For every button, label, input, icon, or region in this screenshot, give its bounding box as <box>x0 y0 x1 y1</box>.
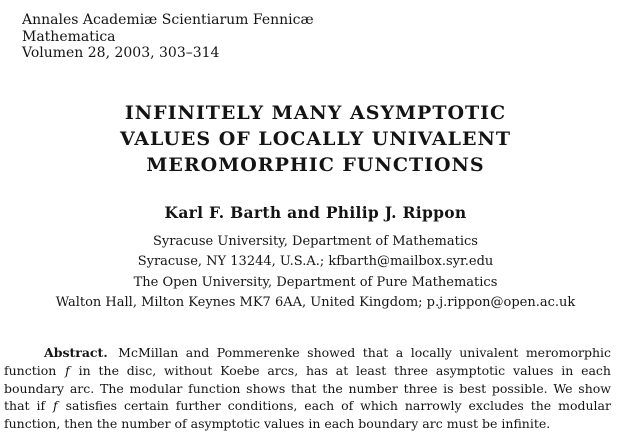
journal-header <box>22 12 314 62</box>
affiliation-open-university-dept: The Open University, Department of Pure Mathematics <box>133 274 498 290</box>
abstract-text-segment-3: satisfies certain further conditions, each of which narrowly excludes the modular function, then the number of asymptotic values in each boundary arc must be infinite. <box>4 398 611 432</box>
affiliation-open-university-address-email: Walton Hall, Milton Keynes MK7 6AA, United Kingdom; p.j.rippon@open.ac.uk <box>55 295 576 311</box>
journal-name: Annales Academiæ Scientiarum Fennicæ <box>22 12 314 28</box>
math-variable-f-2: f <box>53 398 58 414</box>
affiliation-syracuse-address-email: Syracuse, NY 13244, U.S.A.; kfbarth@mailbox.syr.edu <box>137 254 494 270</box>
math-variable-f-1: f <box>65 362 70 378</box>
paper-title <box>0 100 631 178</box>
abstract-label: Abstract. <box>44 345 108 360</box>
authors: Karl F. Barth and Philip J. Rippon <box>164 203 467 222</box>
paper-title-line-1: INFINITELY MANY ASYMPTOTIC <box>124 102 507 124</box>
journal-volume-info: Volumen 28, 2003, 303–314 <box>22 45 220 61</box>
affiliations <box>0 232 631 314</box>
affiliation-syracuse-dept: Syracuse University, Department of Mathematics <box>153 234 478 249</box>
abstract-text-segment-2: in the disc, without Koebe arcs, has at least three asymptotic values in each boundary arc. The modular function shows that the number three is best possible. We show that if <box>4 362 611 414</box>
paper-title-line-3: MEROMORPHIC FUNCTIONS <box>146 154 485 176</box>
abstract-text-segment-1: McMillan and Pommerenke showed that a locally univalent meromorphic function <box>4 345 611 378</box>
paper-title-line-2: VALUES OF LOCALLY UNIVALENT <box>119 128 511 150</box>
journal-series: Mathematica <box>22 28 116 45</box>
abstract-paragraph <box>4 344 611 433</box>
